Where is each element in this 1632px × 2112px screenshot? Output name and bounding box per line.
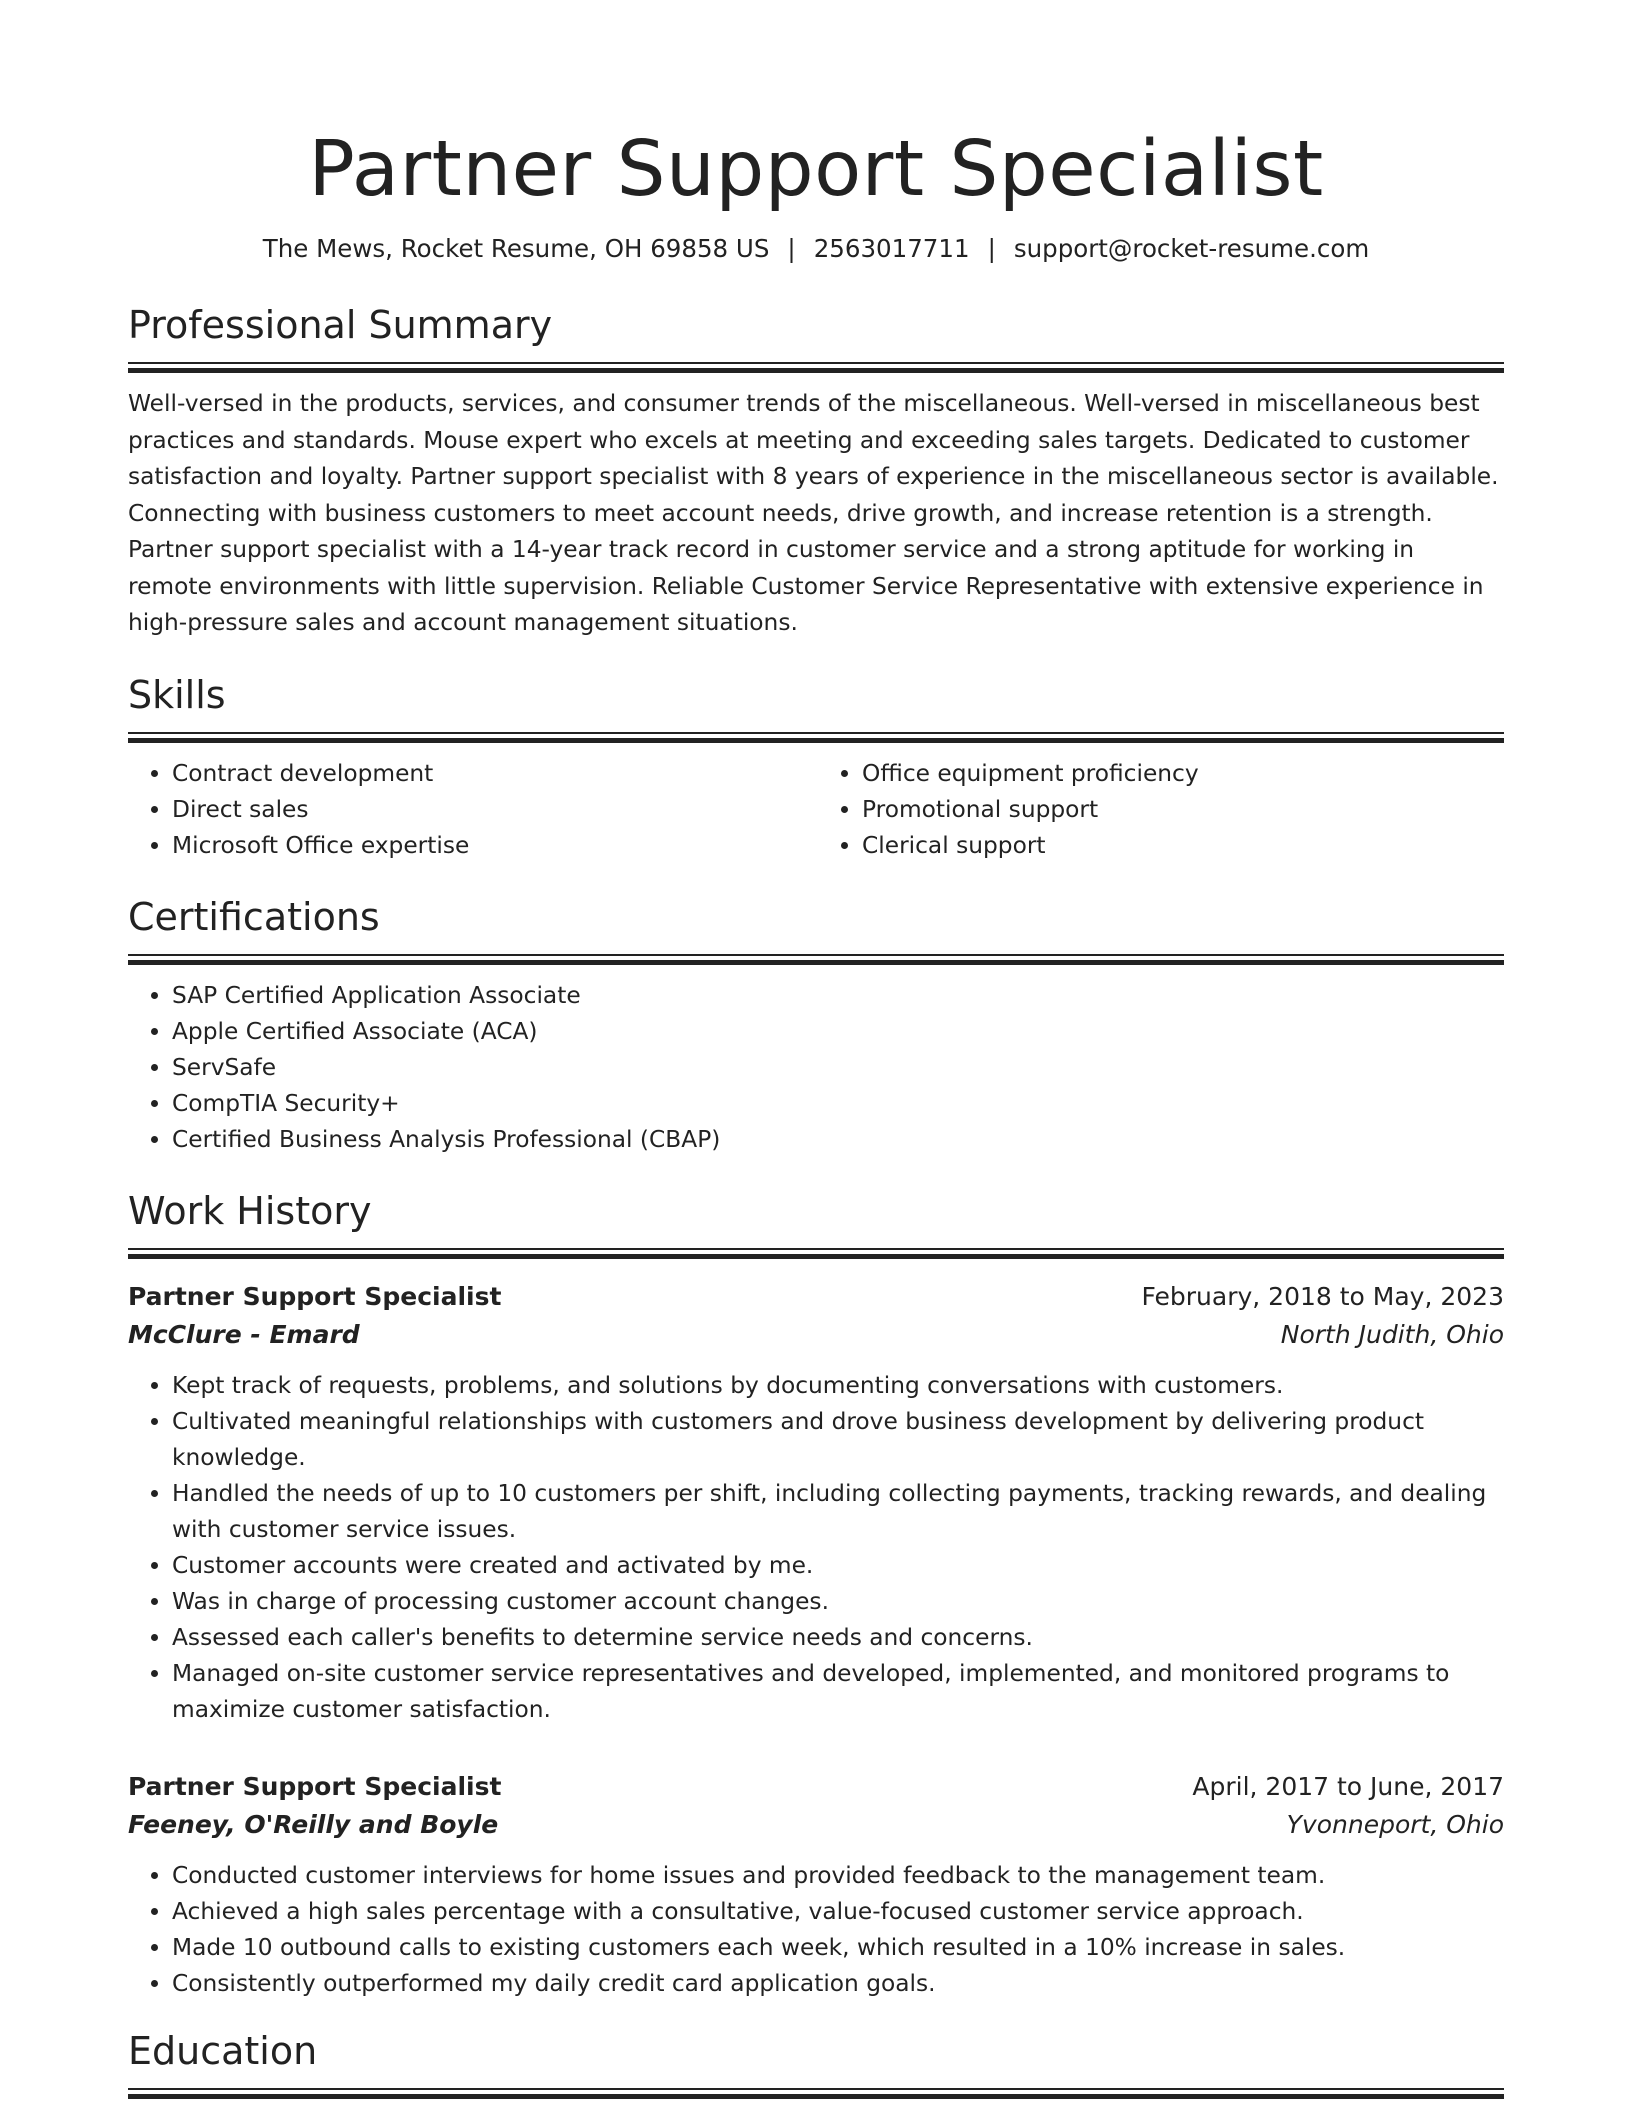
certification-item: • ServSafe xyxy=(172,1050,1504,1086)
job-entry xyxy=(128,1278,1504,1728)
contact-phone: 2563017711 xyxy=(813,234,970,263)
job-bullet: • Assessed each caller's benefits to determine service needs and concerns. xyxy=(172,1620,1504,1656)
job-bullet: • Customer accounts were created and activated by me. xyxy=(172,1548,1504,1584)
job-dates: February, 2018 to May, 2023 xyxy=(1141,1281,1504,1311)
job-header-row xyxy=(128,1768,1504,1806)
job-title: Partner Support Specialist xyxy=(128,1771,502,1801)
job-company: McClure - Emard xyxy=(128,1319,360,1349)
job-dates: April, 2017 to June, 2017 xyxy=(1192,1771,1504,1801)
contact-email: support@rocket-resume.com xyxy=(1013,234,1370,263)
job-bullet: • Managed on-site customer service representatives and developed, implemented, and monitored programs to maximize customer satisfaction. xyxy=(172,1656,1504,1728)
job-bullet: • Achieved a high sales percentage with a consultative, value-focused customer service approach. xyxy=(172,1894,1504,1930)
job-header-row xyxy=(128,1278,1504,1316)
certification-item: • Apple Certified Associate (ACA) xyxy=(172,1014,1504,1050)
resume-name: Partner Support Specialist xyxy=(308,125,1324,214)
resume-page xyxy=(128,120,1504,2098)
skills-section xyxy=(128,672,1504,864)
work-history-section xyxy=(128,1188,1504,2002)
job-bullet: • Consistently outperformed my daily credit card application goals. xyxy=(172,1966,1504,2002)
contact-address: The Mews, Rocket Resume, OH 69858 US xyxy=(262,234,770,263)
contact-separator: | xyxy=(987,234,996,263)
section-divider xyxy=(128,2088,1504,2098)
skills-list-right xyxy=(816,756,1504,864)
summary-text: Well-versed in the products, services, and consumer trends of the miscellaneous. Well-versed in miscellaneous best practices and standards. Mouse expert who excels at meeting and exceeding sales targets. Dedicated to customer satisfaction and loyalty. Partner support specialist with 8 years of experience in the miscellaneous sector is available. Connecting with business customers to meet account needs, drive growth, and increase retention is a strength. Partner support specialist with a 14-year track record in customer service and a strong aptitude for working in remote environments with little supervision. Reliable Customer Service Representative with extensive experience in high-pressure sales and account management situations. xyxy=(128,390,1499,636)
section-divider xyxy=(128,954,1504,964)
job-company: Feeney, O'Reilly and Boyle xyxy=(128,1809,499,1839)
skill-item: • Contract development xyxy=(172,756,816,792)
section-divider xyxy=(128,732,1504,742)
job-location: Yvonneport, Ohio xyxy=(1286,1809,1504,1839)
job-bullets xyxy=(128,1858,1504,2002)
certification-item: • Certified Business Analysis Professional (CBAP) xyxy=(172,1122,1504,1158)
job-entry xyxy=(128,1768,1504,2002)
skill-item: • Clerical support xyxy=(862,828,1504,864)
skill-item: • Promotional support xyxy=(862,792,1504,828)
summary-title: Professional Summary xyxy=(128,303,553,347)
job-title: Partner Support Specialist xyxy=(128,1281,502,1311)
certifications-list xyxy=(128,978,1504,1158)
education-title: Education xyxy=(128,2028,318,2073)
job-location: North Judith, Ohio xyxy=(1280,1319,1504,1349)
skills-columns xyxy=(128,756,1504,864)
section-divider xyxy=(128,1248,1504,1258)
contact-line xyxy=(128,232,1504,266)
certifications-title: Certifications xyxy=(128,894,380,939)
job-bullet: • Kept track of requests, problems, and solutions by documenting conversations with customers. xyxy=(172,1368,1504,1404)
certification-item: • SAP Certified Application Associate xyxy=(172,978,1504,1014)
skill-item: • Microsoft Office expertise xyxy=(172,828,816,864)
summary-section xyxy=(128,302,1504,642)
job-bullet: • Made 10 outbound calls to existing customers each week, which resulted in a 10% increase in sales. xyxy=(172,1930,1504,1966)
certifications-section xyxy=(128,894,1504,1158)
job-company-row xyxy=(128,1316,1504,1354)
skill-item: • Direct sales xyxy=(172,792,816,828)
job-bullet: • Cultivated meaningful relationships with customers and drove business development by delivering product knowledge. xyxy=(172,1404,1504,1476)
education-section xyxy=(128,2028,1504,2098)
skills-list-left xyxy=(128,756,816,864)
job-bullets xyxy=(128,1368,1504,1728)
section-divider xyxy=(128,362,1504,372)
job-bullet: • Was in charge of processing customer account changes. xyxy=(172,1584,1504,1620)
skills-title: Skills xyxy=(128,672,226,717)
work-history-title: Work History xyxy=(128,1188,372,1233)
contact-separator: | xyxy=(787,234,796,263)
job-bullet: • Conducted customer interviews for home issues and provided feedback to the management team. xyxy=(172,1858,1504,1894)
certification-item: • CompTIA Security+ xyxy=(172,1086,1504,1122)
job-company-row xyxy=(128,1806,1504,1844)
job-bullet: • Handled the needs of up to 10 customers per shift, including collecting payments, tracking rewards, and dealing with customer service issues. xyxy=(172,1476,1504,1548)
skill-item: • Office equipment proficiency xyxy=(862,756,1504,792)
